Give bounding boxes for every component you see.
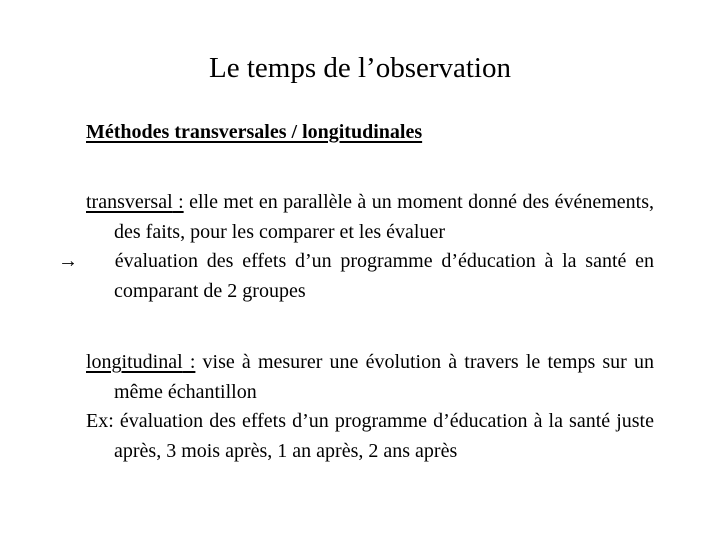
longitudinal-term-sep: :: [182, 351, 196, 373]
longitudinal-section: [86, 348, 654, 466]
transversal-term: [86, 191, 184, 213]
longitudinal-example-text: évaluation des effets d’un programme d’éducation à la santé juste après, 3 mois après, 1 an après, 2 ans après: [113, 410, 654, 462]
slide-subtitle: Méthodes transversales / longitudinales: [86, 121, 423, 143]
slide-title: Le temps de l’observation: [209, 52, 511, 84]
transversal-definition-text: elle met en parallèle à un moment donné des événements, des faits, pour les comparer et les évaluer: [114, 191, 654, 243]
longitudinal-definition-text: vise à mesurer une évolution à travers le temps sur un même échantillon: [114, 351, 654, 403]
arrow-right-icon: →: [58, 250, 78, 272]
transversal-section: [58, 188, 654, 306]
longitudinal-example-prefix: Ex:: [86, 410, 114, 432]
longitudinal-term: [86, 351, 195, 373]
transversal-example: [58, 247, 654, 306]
transversal-term-text: transversal: [86, 191, 173, 213]
transversal-term-sep: :: [172, 191, 184, 213]
longitudinal-term-text: longitudinal: [86, 351, 183, 373]
transversal-example-text: évaluation des effets d’un programme d’éducation à la santé en comparant de 2 groupes: [106, 250, 654, 302]
longitudinal-definition: [86, 348, 654, 407]
longitudinal-example: [86, 407, 654, 466]
transversal-definition: [86, 188, 654, 247]
